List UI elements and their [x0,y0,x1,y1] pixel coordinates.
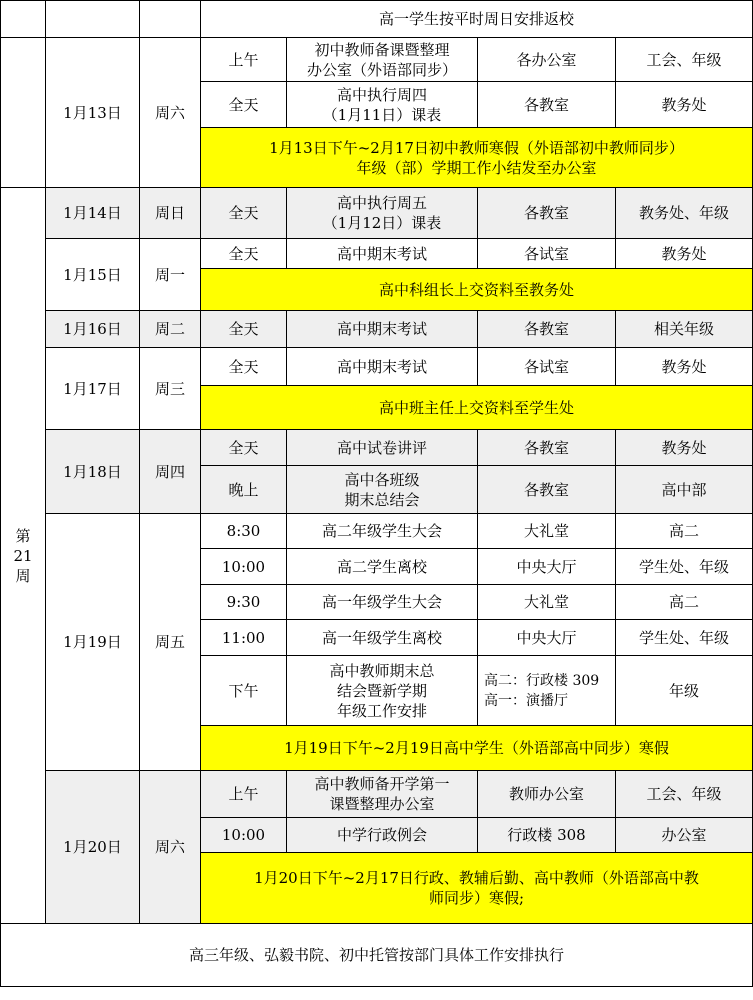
time-cell: 晚上 [201,466,287,514]
event-cell: 高中期末考试 [287,311,478,348]
deadline-note: 高中班主任上交资料至学生处 [201,386,753,430]
table-row [1,348,753,386]
footer-note: 高三年级、弘毅书院、初中托管按部门具体工作安排执行 [1,924,753,987]
dept-cell: 办公室 [616,818,753,853]
holiday-note: 1月13日下午~2月17日初中教师寒假（外语部初中教师同步） 年级（部）学期工作小结发至办公室 [201,128,753,188]
location-cell: 各教室 [478,82,616,128]
location-cell: 各试室 [478,348,616,386]
time-cell: 上午 [201,771,287,818]
event-cell: 高中教师备开学第一 课暨整理办公室 [287,771,478,818]
weekday-cell: 周五 [140,514,201,771]
location-cell: 行政楼 308 [478,818,616,853]
top-note: 高一学生按平时周日安排返校 [201,1,753,38]
date-cell: 1月18日 [46,430,140,514]
dept-cell: 教务处 [616,348,753,386]
date-cell: 1月20日 [46,771,140,924]
event-cell: 高一年级学生离校 [287,620,478,656]
week-label: 第 21 周 [1,188,46,924]
time-cell: 9:30 [201,585,287,620]
event-cell: 高中教师期末总 结会暨新学期 年级工作安排 [287,656,478,726]
weekday-cell: 周三 [140,348,201,430]
time-cell: 10:00 [201,818,287,853]
event-cell: 高中期末考试 [287,239,478,269]
blank-date-cell [46,1,140,38]
dept-cell: 高二 [616,585,753,620]
dept-cell: 高中部 [616,466,753,514]
location-cell: 各办公室 [478,38,616,82]
time-cell: 全天 [201,239,287,269]
week-cell-top-block [1,38,46,188]
dept-cell: 教务处、年级 [616,188,753,239]
event-cell: 高二学生离校 [287,549,478,585]
date-cell: 1月16日 [46,311,140,348]
table-row [1,311,753,348]
event-cell: 高中执行周五 （1月12日）课表 [287,188,478,239]
table-row [1,514,753,549]
time-cell: 上午 [201,38,287,82]
weekday-cell: 周六 [140,771,201,924]
dept-cell: 学生处、年级 [616,549,753,585]
time-cell: 8:30 [201,514,287,549]
time-cell: 全天 [201,430,287,466]
date-cell: 1月15日 [46,239,140,311]
dept-cell: 教务处 [616,82,753,128]
time-cell: 全天 [201,188,287,239]
weekday-cell: 周一 [140,239,201,311]
blank-weekday-cell [140,1,201,38]
dept-cell: 学生处、年级 [616,620,753,656]
event-cell: 初中教师备课暨整理 办公室（外语部同步） [287,38,478,82]
table-row [1,924,753,987]
time-cell: 下午 [201,656,287,726]
deadline-note: 高中科组长上交资料至教务处 [201,269,753,311]
dept-cell: 高二 [616,514,753,549]
date-cell: 1月17日 [46,348,140,430]
location-cell: 教师办公室 [478,771,616,818]
dept-cell: 教务处 [616,430,753,466]
location-cell: 大礼堂 [478,585,616,620]
event-cell: 高二年级学生大会 [287,514,478,549]
dept-cell: 工会、年级 [616,771,753,818]
location-cell: 中央大厅 [478,549,616,585]
date-cell: 1月14日 [46,188,140,239]
weekday-cell: 周四 [140,430,201,514]
location-cell: 大礼堂 [478,514,616,549]
week-cell-top [1,1,46,38]
event-cell: 高中期末考试 [287,348,478,386]
date-cell: 1月19日 [46,514,140,771]
time-cell: 10:00 [201,549,287,585]
table-row [1,771,753,818]
location-cell: 中央大厅 [478,620,616,656]
dept-cell: 相关年级 [616,311,753,348]
weekday-cell: 周日 [140,188,201,239]
time-cell: 全天 [201,311,287,348]
event-cell: 高一年级学生大会 [287,585,478,620]
time-cell: 全天 [201,348,287,386]
event-cell: 中学行政例会 [287,818,478,853]
table-row [1,38,753,82]
dept-cell: 教务处 [616,239,753,269]
table-row [1,239,753,269]
holiday-note: 1月20日下午~2月17日行政、教辅后勤、高中教师（外语部高中教 师同步）寒假; [201,853,753,924]
table-row [1,188,753,239]
location-cell: 各教室 [478,188,616,239]
time-cell: 11:00 [201,620,287,656]
time-cell: 全天 [201,82,287,128]
dept-cell: 工会、年级 [616,38,753,82]
location-cell: 各教室 [478,466,616,514]
event-cell: 高中执行周四 （1月11日）课表 [287,82,478,128]
event-cell: 高中试卷讲评 [287,430,478,466]
location-cell: 高二：行政楼 309 高一：演播厅 [478,656,616,726]
table-row [1,430,753,466]
location-cell: 各试室 [478,239,616,269]
dept-cell: 年级 [616,656,753,726]
weekday-cell: 周六 [140,38,201,188]
event-cell: 高中各班级 期末总结会 [287,466,478,514]
location-cell: 各教室 [478,311,616,348]
weekday-cell: 周二 [140,311,201,348]
date-cell: 1月13日 [46,38,140,188]
holiday-note: 1月19日下午~2月19日高中学生（外语部高中同步）寒假 [201,726,753,771]
location-cell: 各教室 [478,430,616,466]
